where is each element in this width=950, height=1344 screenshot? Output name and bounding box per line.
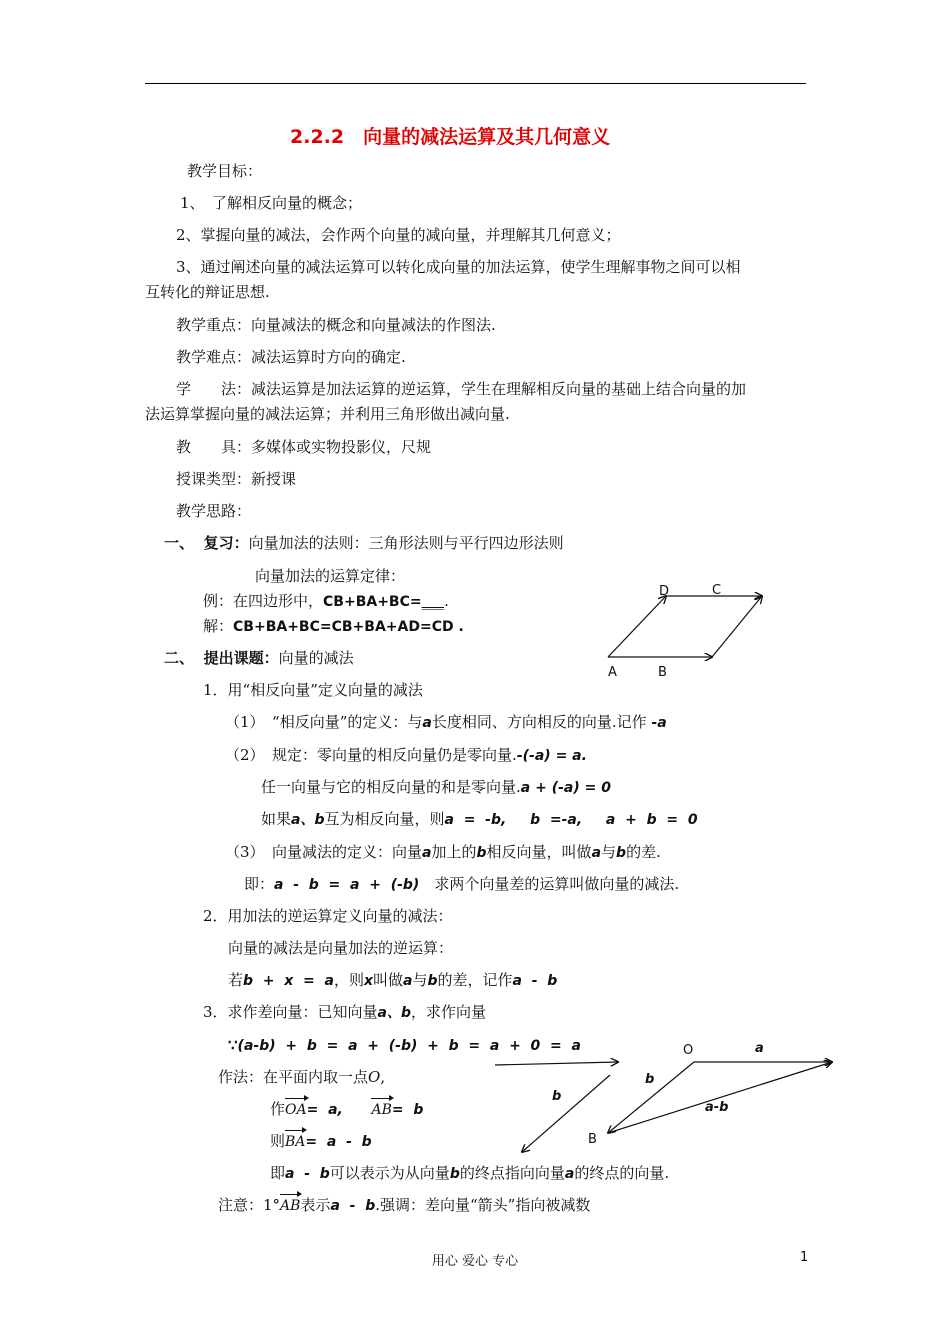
point-1-5: [225, 842, 661, 863]
p1-1-expr: -a: [646, 715, 667, 731]
p3-5-text-a: 即: [270, 1164, 286, 1182]
p1-1-var: a: [422, 715, 432, 731]
note-text-c: .强调：差向量“箭头”指向被减数: [375, 1196, 591, 1214]
point-1-6: [244, 874, 679, 895]
section-2: [164, 648, 354, 668]
example-question-expr: CB+BA+BC=: [323, 594, 422, 610]
page-title: 2.2.2 向量的减法运算及其几何意义: [290, 126, 611, 148]
teaching-thinking: 教学思路：: [176, 502, 252, 520]
vector-bc: [712, 596, 762, 657]
lesson-type: 授课类型：新授课: [176, 470, 297, 488]
p1-6-text-a: 即：: [244, 875, 275, 893]
p3-5-text-b: 可以表示为从向量: [329, 1164, 450, 1182]
p1-1-text-b: 长度相同、方向相反的向量.记作: [431, 713, 647, 731]
p1-4-text-a: 如果: [261, 810, 292, 828]
p1-5-text-d: 与: [601, 843, 617, 861]
triangle-label-b: b: [645, 1072, 655, 1087]
example-question-end: .: [444, 592, 449, 610]
p1-6-expr: a - b = a + (-b): [274, 877, 420, 893]
point-3: [203, 1002, 486, 1023]
p3-text-b: ，求作向量: [411, 1003, 487, 1021]
point-1-1: [225, 712, 667, 733]
note-vector-ab: AB: [280, 1193, 300, 1216]
p1-5-text-c: 相反向量，叫做: [486, 843, 592, 861]
label-c: C: [712, 583, 722, 598]
difficulty: 教学难点：减法运算时方向的确定.: [176, 348, 406, 366]
given-b-label: b: [552, 1089, 562, 1104]
addition-laws: 向量加法的运算定律：: [255, 567, 406, 585]
point-1-2: [225, 745, 587, 766]
section-2-text: 向量的减法: [278, 649, 354, 667]
vector-ba: BA: [285, 1129, 305, 1152]
method-line-2: 法运算掌握向量的减法运算；并利用三角形做出减向量.: [145, 405, 510, 423]
triangle-vector-ba: [608, 1062, 832, 1133]
p1-2-text: （2） 规定：零向量的相反向量仍是零向量.: [225, 746, 517, 764]
p1-3-text: 任一向量与它的相反向量的和是零向量.: [261, 778, 521, 796]
p3-5-text-d: 的终点的向量.: [574, 1164, 670, 1182]
section-1-number: 一、: [164, 534, 195, 552]
section-1-text: 向量加法的法则：三角形法则与平行四边形法则: [248, 534, 564, 552]
p3-4-text: 则: [270, 1132, 286, 1150]
p1-5-var-2: b: [476, 845, 487, 861]
p1-5-var-4: b: [616, 845, 627, 861]
p1-1-text-a: （1） “相反向量”的定义：与: [225, 713, 423, 731]
p2-2-text-d: 与: [412, 971, 428, 989]
p2-2-expr-2: a - b: [512, 973, 558, 989]
p3-1-expr: (a-b) + b = a + (-b) + b = a + 0 = a: [237, 1038, 581, 1054]
p2-2-text-b: ，则: [333, 971, 364, 989]
triangle-label-a: a: [755, 1041, 764, 1056]
key-point: 教学重点：向量减法的概念和向量减法的作图法.: [176, 316, 496, 334]
example-question: [203, 591, 449, 612]
parallelogram-figure: [600, 580, 775, 680]
example-question-text: 例：在四边形中，: [203, 592, 324, 610]
vector-oa: OA: [285, 1097, 307, 1120]
goal-3-line-1: 3、通过阐述向量的减法运算可以转化成向量的加法运算，使学生理解事物之间可以相: [176, 258, 741, 276]
section-2-heading: 提出课题：: [203, 649, 279, 667]
note-label: 注意：1°: [218, 1196, 281, 1214]
p2-2-text-e: 的差，记作: [437, 971, 513, 989]
goal-1: 1、 了解相反向量的概念；: [180, 194, 363, 212]
p3-2-end: ,: [380, 1068, 386, 1086]
p1-5-text-a: （3） 向量减法的定义：向量: [225, 843, 423, 861]
triangle-label-o: O: [683, 1043, 694, 1058]
p3-5-text-c: 的终点指向向量: [459, 1164, 565, 1182]
p2-2-text-a: 若: [228, 971, 244, 989]
p3-4-expr: = a - b: [305, 1134, 372, 1150]
p1-2-expr: -(-a) = a.: [516, 748, 587, 764]
point-2-2: [228, 970, 557, 991]
p3-2-text: 作法：在平面内取一点: [218, 1068, 369, 1086]
point-2: 2．用加法的逆运算定义向量的减法：: [203, 907, 453, 925]
example-answer: [203, 616, 464, 637]
point-3-4: [270, 1129, 372, 1152]
p3-3-expr-2: = b: [391, 1102, 424, 1118]
point-3-5: [270, 1163, 669, 1184]
goals-heading: 教学目标：: [187, 162, 263, 180]
p1-4-text-b: 互为相反向量，则: [324, 810, 445, 828]
p1-4-vars: a、b: [291, 812, 325, 828]
p2-2-var-b: b: [427, 973, 438, 989]
section-1-heading: 复习：: [203, 534, 249, 552]
section-1: [164, 533, 564, 553]
goal-2: 2、掌握向量的减法，会作两个向量的减向量，并理解其几何意义；: [176, 226, 621, 244]
section-2-number: 二、: [164, 649, 195, 667]
p3-2-point: O: [368, 1068, 381, 1086]
vector-ab-label: AB: [371, 1097, 391, 1120]
page-number: 1: [800, 1250, 809, 1265]
point-2-1: 向量的减法是向量加法的逆运算：: [228, 939, 454, 957]
p3-vars: a、b: [377, 1005, 412, 1021]
p3-5-expr: a - b: [285, 1166, 330, 1182]
note-expr: a - b: [330, 1198, 376, 1214]
p2-2-var-x: x: [363, 973, 374, 989]
header-rule: [145, 83, 806, 84]
p1-5-text-b: 加上的: [431, 843, 477, 861]
p3-3-text: 作: [270, 1100, 286, 1118]
note: [218, 1193, 590, 1216]
p2-2-expr-1: b + x = a: [243, 973, 334, 989]
note-text-b: 表示: [300, 1196, 331, 1214]
point-3-3: [270, 1097, 423, 1120]
p2-2-text-c: 叫做: [373, 971, 404, 989]
method-line-1: 学 法：减法运算是加法运算的逆运算，学生在理解相反向量的基础上结合向量的加: [176, 380, 747, 398]
triangle-label-point-b: B: [588, 1132, 597, 1147]
p1-3-expr: a + (-a) = 0: [520, 780, 611, 796]
point-1-3: [261, 777, 611, 798]
p1-5-var-1: a: [422, 845, 432, 861]
page-footer: 用心 爱心 专心: [431, 1254, 519, 1269]
p1-5-var-3: a: [591, 845, 602, 861]
p3-5-var-a: a: [564, 1166, 575, 1182]
label-d: D: [659, 584, 670, 599]
p2-2-var-a: a: [403, 973, 413, 989]
point-1: 1．用“相反向量”定义向量的减法: [203, 681, 423, 699]
p3-text-a: 3．求作差向量：已知向量: [203, 1003, 378, 1021]
p3-5-var-b: b: [449, 1166, 460, 1182]
p1-4-expr: a = -b, b =-a, a + b = 0: [444, 812, 698, 828]
point-1-4: [261, 809, 698, 830]
example-answer-expr: CB+BA+BC=CB+BA+AD=CD .: [233, 619, 464, 635]
p1-6-text-b: 求两个向量差的运算叫做向量的减法.: [419, 875, 680, 893]
example-answer-label: 解：: [203, 617, 234, 635]
label-a: A: [608, 665, 617, 680]
example-blank: ___: [421, 592, 445, 610]
p3-3-expr-1: = a,: [306, 1102, 343, 1118]
vector-ad: [608, 596, 666, 657]
because-symbol: ∵: [228, 1036, 238, 1054]
triangle-label-a-minus-b: a-b: [705, 1100, 729, 1115]
point-3-2: [218, 1067, 385, 1087]
goal-3-line-2: 互转化的辩证思想.: [145, 283, 270, 301]
tools: 教 具：多媒体或实物投影仪，尺规: [176, 438, 432, 456]
p1-5-text-e: 的差.: [626, 843, 661, 861]
label-b: B: [658, 665, 667, 680]
